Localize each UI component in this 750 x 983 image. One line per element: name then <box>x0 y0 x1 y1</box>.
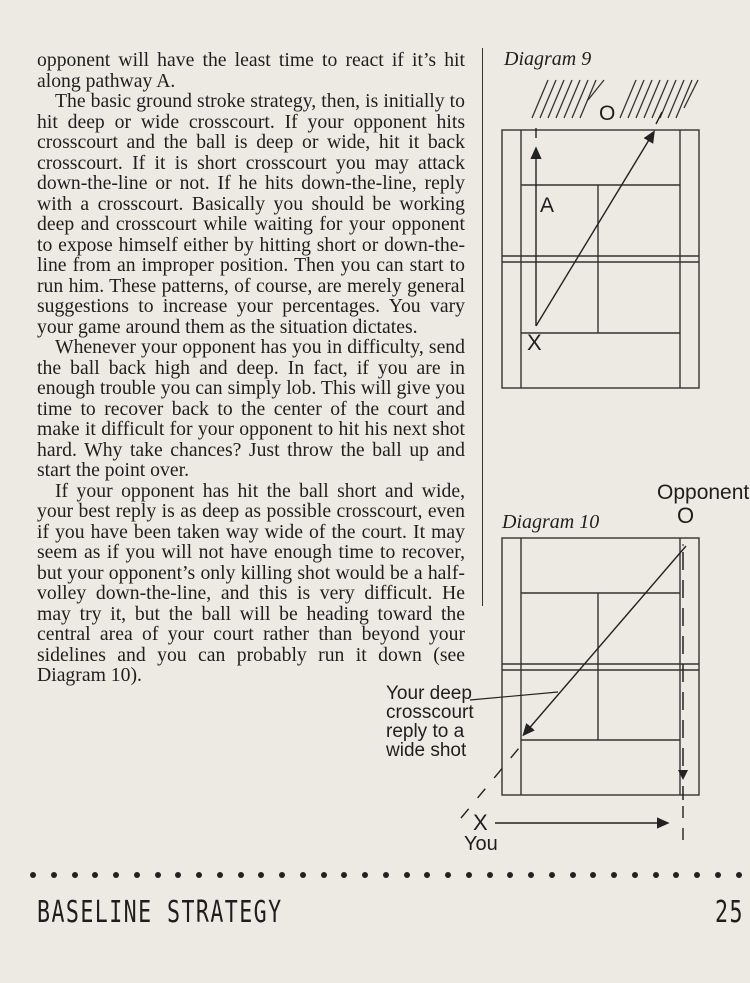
diagram-10-player-label: You <box>464 833 498 855</box>
diagram-10-court-outline <box>502 538 699 795</box>
diagram-9-path-a-label: A <box>540 194 555 217</box>
running-footer-title: BASELINE STRATEGY <box>37 895 283 930</box>
dotted-rule <box>30 872 742 878</box>
diagram-9-dash <box>656 112 662 124</box>
callout-line-4: wide shot <box>386 740 467 761</box>
diagram-9-opponent-marker: O <box>599 102 616 125</box>
paragraph-4: If your opponent has hit the ball short and wide, your best reply is as deep as possible crosscourt, even if you have been taken way wide of the court. It may seem as if you will not have enough time to recover, but your opponent’s only killing shot would be a half-volley down-the-line, and this is very difficult. He may try it, but the ball will be heading toward the central area of your court rather than beyond your sidelines and you can probably run it down (see Diagram 10). <box>37 479 465 686</box>
callout-line-1: Your deep <box>386 683 472 704</box>
diagram-10-callout <box>386 684 496 760</box>
diagram-10-opponent-shot <box>526 546 686 732</box>
callout-line-3: reply to a <box>386 721 465 742</box>
diagram-9-player-marker: X <box>527 330 542 355</box>
diagram-10-player-marker: X <box>473 810 488 835</box>
diagram-10-opponent-label: Opponent <box>657 481 750 504</box>
diagram-10-court <box>502 538 699 795</box>
diagram-9-title: Diagram 9 <box>504 48 592 70</box>
diagram-10-opponent-marker: O <box>677 503 695 528</box>
page-number: 25 <box>715 895 744 930</box>
paragraph-1: opponent will have the least time to react if it’s hit along pathway A. <box>37 49 465 92</box>
paragraph-2: The basic ground stroke strategy, then, is initially to hit deep or wide crosscourt. If your opponent hits crosscourt and the ball is deep or wide, hit it back crosscourt. If it is short crosscourt you may attack down-the-line or not. If he hits down-the-line, reply with a crosscourt. Basically you should be working deep and crosscourt while waiting for your opponent to expose himself either by hitting short or down-the-line from an improper position. Then you can start to run him. These patterns, of course, are merely general suggestions to increase your percentages. You vary your game around them as the situation dictates. <box>37 90 465 338</box>
callout-line-2: crosscourt <box>386 702 474 723</box>
diagram-10-title: Diagram 10 <box>502 511 600 533</box>
diagram-9-crosscourt-path <box>536 135 652 326</box>
paragraph-3: Whenever your opponent has you in difficulty, send the ball back high and deep. In fact, if you are in enough trouble you can simply lob. This will give you time to recover back to the center of the court and make it difficult for your opponent to hit his next shot hard. Why take chances? Just throw the ball up and start the point over. <box>37 336 465 481</box>
